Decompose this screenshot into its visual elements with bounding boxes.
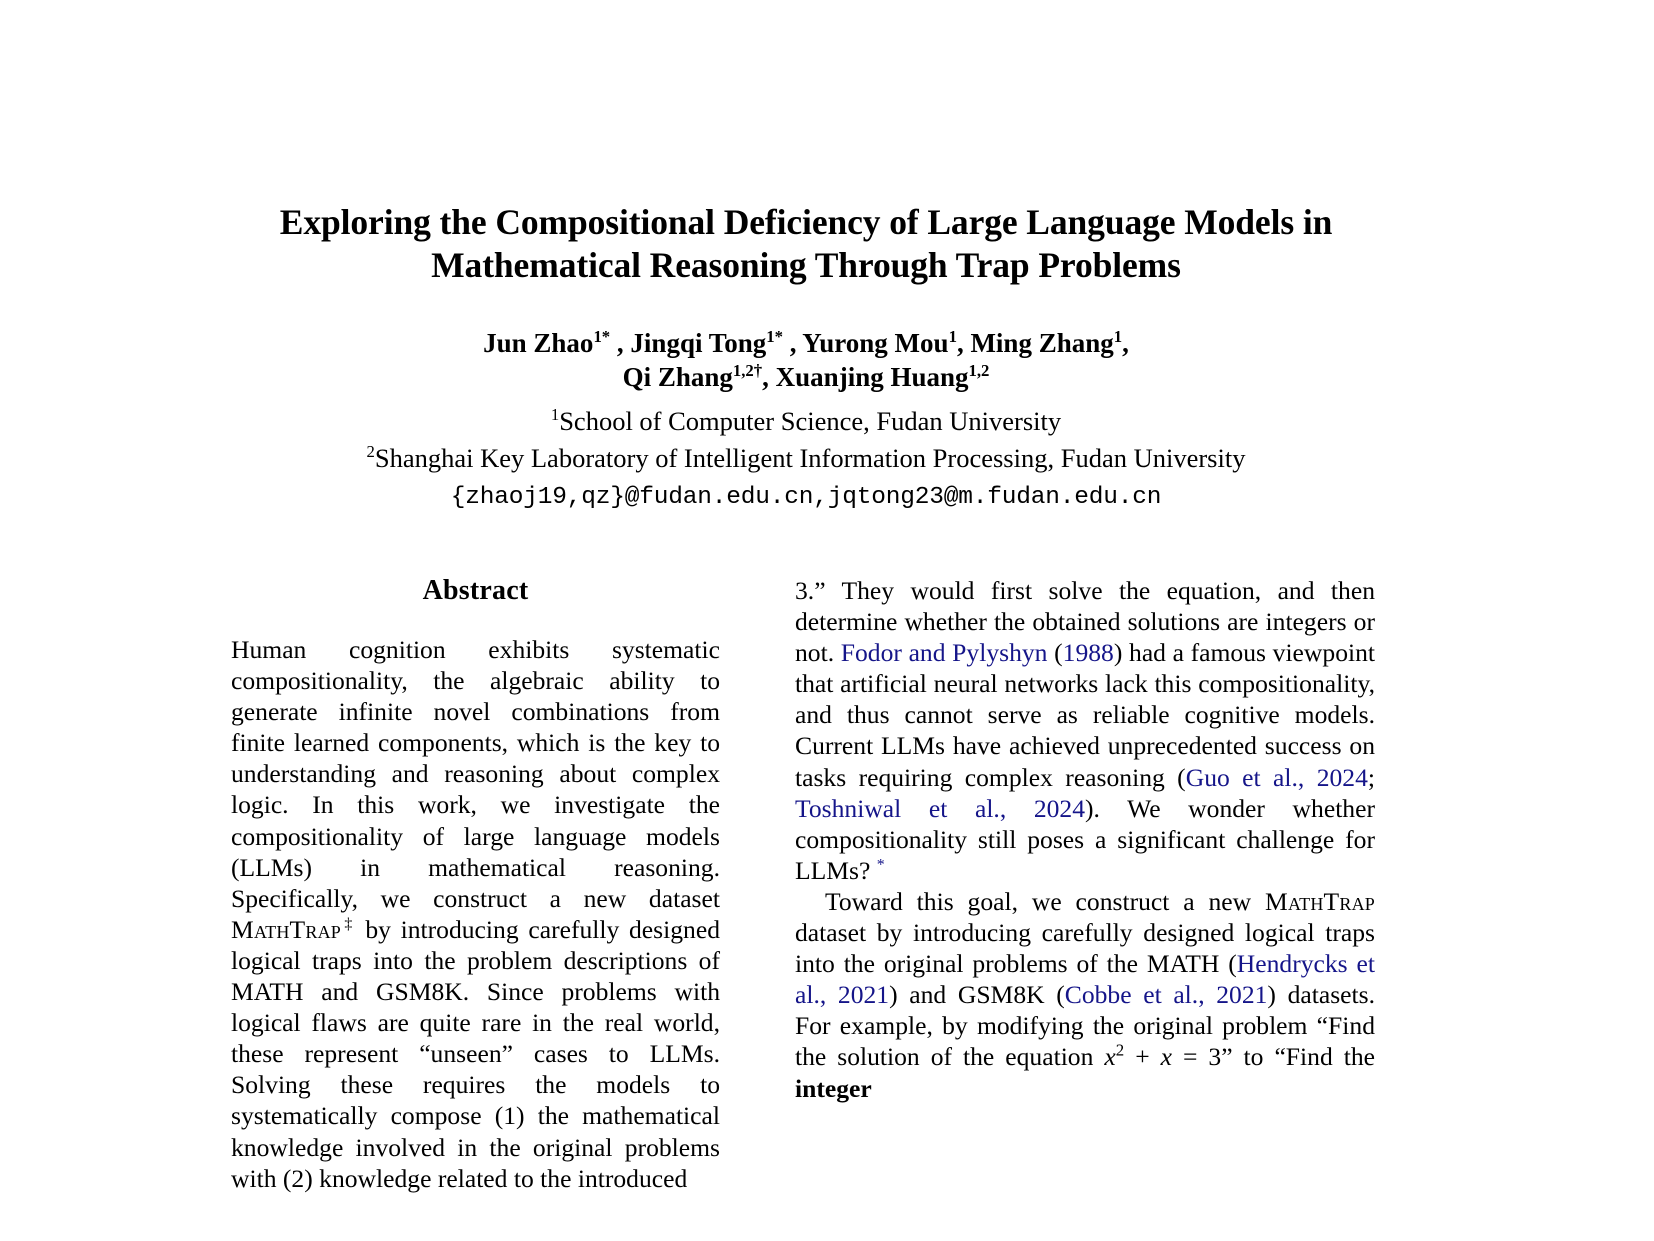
author-affiliation-marker: 1,2† [732, 361, 763, 381]
affiliation-text: Shanghai Key Laboratory of Intelligent Information Processing, Fudan University [374, 442, 1246, 473]
body-text: 3.” They would first solve the equation, and then determine whether the obtained solutions are integers or not. [795, 576, 1375, 668]
body-text: ). We wonder whether compositionality still poses a significant challenge for LLMs? [795, 793, 1375, 885]
footnote-marker: ‡ [341, 915, 356, 933]
citation-link[interactable]: Fodor and Pylyshyn [840, 638, 1048, 668]
body-text: ) datasets. For example, by modifying the original problem “Find the solution of the equation [795, 980, 1375, 1072]
body-text: Human cognition exhibits systematic compositionality, the algebraic ability to generate infinite novel combinations from finite learned components, which is the key to understanding and reasoning about complex logic. In this work, we investigate the compositionality of large language models (LLMs) in mathematical reasoning. Specifically, we construct a new dataset [231, 635, 720, 913]
body-columns [231, 575, 1381, 1194]
body-text: ( [1047, 638, 1063, 668]
citation-link[interactable]: Hendrycks et al., 2021 [795, 949, 1375, 1010]
author-name: Jingqi Tong [630, 327, 767, 358]
citation-link[interactable]: Toshniwal et al., 2024 [795, 793, 1086, 823]
affiliation-2 [231, 440, 1381, 477]
dataset-name: MathTrap [231, 914, 342, 944]
author-affiliation-marker: 1,2 [968, 361, 990, 381]
footnote-marker-link[interactable]: * [876, 856, 885, 874]
body-text: ) and GSM8K ( [889, 980, 1065, 1010]
body-text: Toward this goal, we construct a new [825, 886, 1265, 916]
paper-content [231, 0, 1381, 1193]
affiliation-1 [231, 403, 1381, 440]
intro-paragraph-1 [795, 575, 1375, 886]
intro-paragraph-2 [795, 886, 1375, 1104]
author-list [231, 326, 1381, 395]
abstract-paragraph [231, 634, 720, 1194]
body-text: by introducing carefully designed logical traps into the problem descriptions of MATH and GSM8K. Since problems with logical flaws are quite rare in the real world, these represent “unseen” cases to LLMs. Solving these requires the models to systematically compose (1) the mathematical knowledge involved in the original problems with (2) knowledge related to the introduced [231, 914, 720, 1193]
author-affiliation-marker: 1* [593, 326, 611, 346]
citation-link[interactable]: Cobbe et al., 2021 [1064, 980, 1268, 1010]
emphasis-text: integer [795, 1073, 872, 1103]
page-title [231, 0, 1381, 288]
dataset-name: MathTrap [1264, 886, 1375, 916]
author-emails: {zhaoj19,qz}@fudan.edu.cn,jqtong23@m.fudan.edu.cn [450, 483, 1162, 511]
affiliation-text: School of Computer Science, Fudan University [559, 405, 1062, 436]
title-line-2: Mathematical Reasoning Through Trap Problems [431, 245, 1181, 286]
author-name: Xuanjing Huang [775, 362, 969, 393]
abstract-heading: Abstract [422, 575, 529, 606]
title-line-1: Exploring the Compositional Deficiency of Large Language Models in [279, 202, 1333, 242]
author-affiliation-marker: 1 [948, 326, 957, 346]
affiliation-list [231, 403, 1381, 477]
affiliation-marker: 1 [550, 404, 560, 424]
body-text: ” to “Find the [1221, 1042, 1375, 1072]
author-line-1: Jun Zhao$^{1*}$ , Jingqi Tong$^{1*}$ , Yurong Mou$^1$, Ming Zhang$^1$, [483, 326, 1129, 358]
author-name: Qi Zhang [622, 362, 733, 393]
body-text: ; [1367, 762, 1376, 792]
inline-equation: $x^2 + x = 3$ [1104, 1040, 1222, 1072]
author-name: Jun Zhao [483, 327, 594, 358]
column-left [231, 575, 720, 1194]
column-right [795, 575, 1375, 1194]
author-name: Ming Zhang [970, 327, 1114, 358]
affiliation-marker: 2 [366, 441, 375, 461]
citation-link[interactable]: Guo et al., 2024 [1185, 762, 1368, 792]
body-text: dataset by introducing carefully designed logical traps into the original problems of the MATH ( [795, 918, 1375, 979]
author-affiliation-marker: 1* [766, 326, 783, 346]
author-line-2: Qi Zhang$^{1,2\dagger}$, Xuanjing Huang$^{1,2}$ [622, 361, 990, 393]
author-affiliation-marker: 1 [1113, 326, 1123, 346]
body-text: ) had a famous viewpoint that artificial neural networks lack this compositionality, and thus cannot serve as reliable cognitive models. Current LLMs have achieved unprecedented success on tasks requiring complex reasoning ( [795, 638, 1376, 792]
citation-link[interactable]: 1988 [1062, 638, 1114, 668]
author-name: Yurong Mou [802, 327, 949, 358]
